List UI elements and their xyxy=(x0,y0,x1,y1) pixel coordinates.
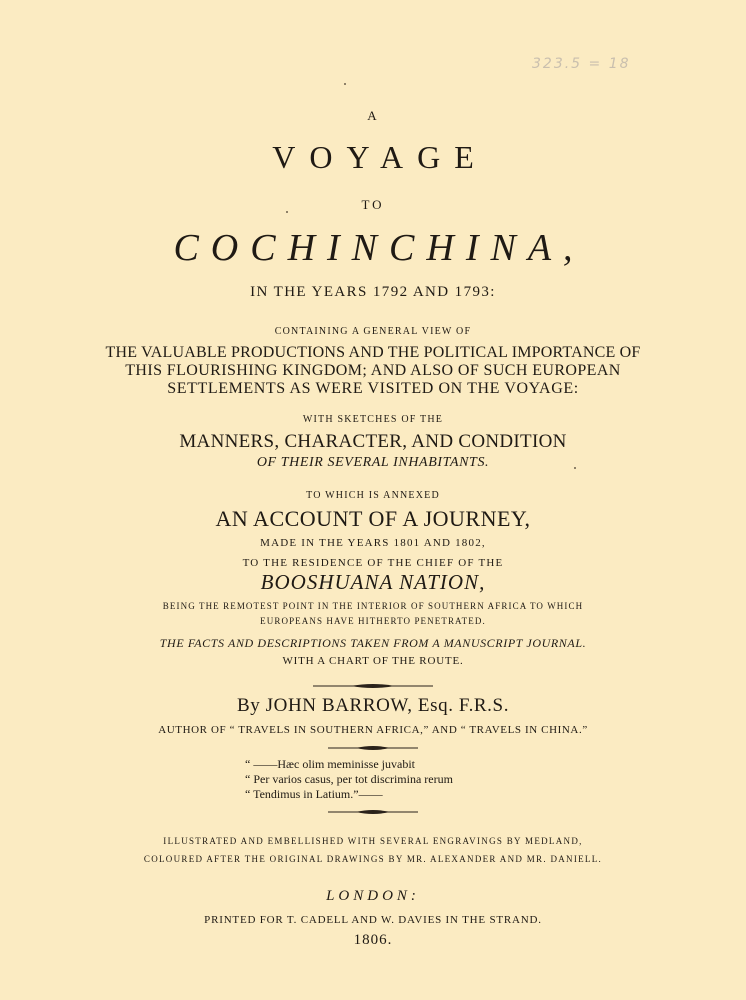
epigraph-line: “ Tendimus in Latium.”—— xyxy=(245,787,383,801)
containing-line: CONTAINING A GENERAL VIEW OF xyxy=(274,326,472,337)
epigraph xyxy=(245,757,453,802)
ornamental-rule xyxy=(328,744,418,752)
imprint-year: 1806. xyxy=(353,932,393,948)
author-line: By JOHN BARROW, Esq. F.R.S. xyxy=(236,695,510,716)
europeans-line: EUROPEANS HAVE HITHERTO PENETRATED. xyxy=(260,616,486,626)
made-years-line: MADE IN THE YEARS 1801 AND 1802, xyxy=(260,537,486,549)
imprint-city: LONDON: xyxy=(326,888,420,904)
imprint-printer: PRINTED FOR T. CADELL AND W. DAVIES IN THE STRAND. xyxy=(204,914,542,926)
description-line-1: THE VALUABLE PRODUCTIONS AND THE POLITICAL IMPORTANCE OF xyxy=(105,344,641,361)
chart-line: WITH A CHART OF THE ROUTE. xyxy=(282,655,464,667)
title-to: TO xyxy=(361,197,385,212)
sketches-line: WITH SKETCHES OF THE xyxy=(302,414,444,425)
illustrations-line-2: COLOURED AFTER THE ORIGINAL DRAWINGS BY MR. ALEXANDER AND MR. DANIELL. xyxy=(143,854,603,864)
ornamental-rule xyxy=(313,682,433,690)
annexed-line: TO WHICH IS ANNEXED xyxy=(306,490,440,501)
illustrations-line-1: ILLUSTRATED AND EMBELLISHED WITH SEVERAL ENGRAVINGS BY MEDLAND, xyxy=(163,836,583,846)
being-line: BEING THE REMOTEST POINT IN THE INTERIOR OF SOUTHERN AFRICA TO WHICH xyxy=(162,601,584,611)
title-voyage: VOYAGE xyxy=(272,139,488,175)
title-article: A xyxy=(367,108,379,123)
speck xyxy=(344,83,346,85)
ornamental-rule xyxy=(328,808,418,816)
author-works: AUTHOR OF “ TRAVELS IN SOUTHERN AFRICA,” AND “ TRAVELS IN CHINA.” xyxy=(158,724,588,736)
residence-line: TO THE RESIDENCE OF THE CHIEF OF THE xyxy=(242,557,504,569)
account-line: AN ACCOUNT OF A JOURNEY, xyxy=(215,506,531,531)
inhabitants-line: OF THEIR SEVERAL INHABITANTS. xyxy=(256,455,490,470)
facts-line: THE FACTS AND DESCRIPTIONS TAKEN FROM A MANUSCRIPT JOURNAL. xyxy=(159,636,587,650)
description-line-2: THIS FLOURISHING KINGDOM; AND ALSO OF SUCH EUROPEAN xyxy=(125,362,621,379)
title-place: COCHINCHINA, xyxy=(173,227,585,269)
pencil-catalog-mark: 323.5 = 18 xyxy=(532,56,631,72)
title-years: IN THE YEARS 1792 AND 1793: xyxy=(250,284,496,300)
description-line-3: SETTLEMENTS AS WERE VISITED ON THE VOYAGE: xyxy=(167,380,579,397)
nation-line: BOOSHUANA NATION, xyxy=(260,570,486,594)
manners-line: MANNERS, CHARACTER, AND CONDITION xyxy=(179,431,567,452)
epigraph-line: “ ——Hæc olim meminisse juvabit xyxy=(245,757,415,771)
epigraph-line: “ Per varios casus, per tot discrimina rerum xyxy=(245,772,453,786)
